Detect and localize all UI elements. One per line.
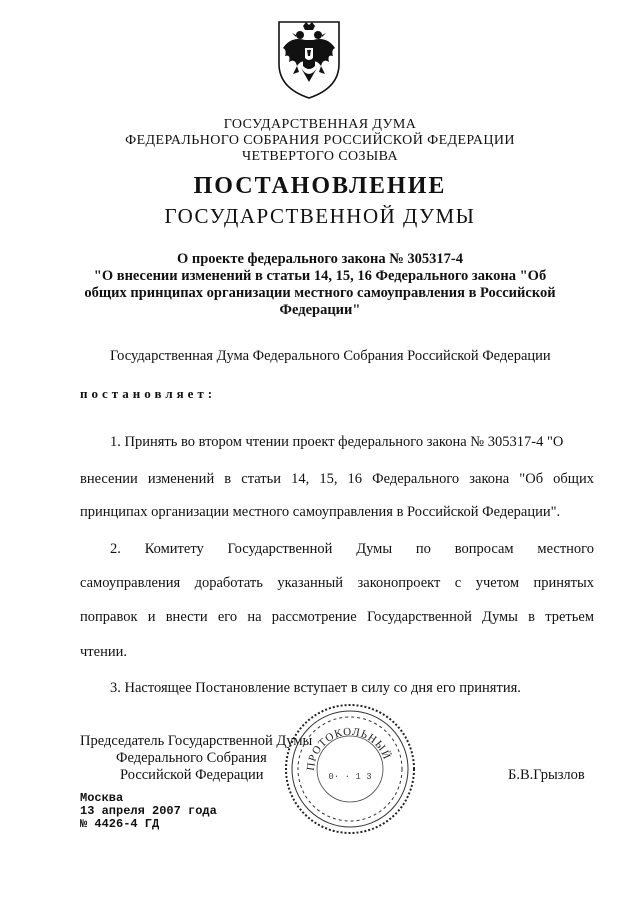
issuer-line-3: ЧЕТВЕРТОГО СОЗЫВА [242,149,398,164]
subject-line-3: общих принципах организации местного самоуправления в Российской [84,285,556,301]
issuer-line-2: ФЕДЕРАЛЬНОГО СОБРАНИЯ РОССИЙСКОЙ ФЕДЕРАЦИИ [125,133,515,148]
item-1-line-2: внесении изменений в статьи 14, 15, 16 Федерального закона "Об общих [80,471,594,487]
signatory-title-line-1: Председатель Государственной Думы [80,733,313,749]
item-2-line-2: самоуправления доработать указанный законопроект с учетом принятых [80,575,594,591]
document-subtitle: ГОСУДАРСТВЕННОЙ ДУМЫ [164,204,476,228]
item-3: 3. Настоящее Постановление вступает в силу со дня его принятия. [110,680,521,696]
subject-line-4: Федерации" [279,302,361,318]
item-2-line-3: поправок и внести его на рассмотрение Государственной Думы в третьем [80,609,594,625]
intro-paragraph: Государственная Дума Федерального Собрания Российской Федерации [110,348,551,364]
issuer-line-1: ГОСУДАРСТВЕННАЯ ДУМА [223,117,417,132]
item-1-line-3: принципах организации местного самоуправления в Российской Федерации". [80,504,561,520]
coat-of-arms-icon [273,18,345,100]
official-seal-icon [282,701,418,837]
signatory-name: Б.В.Грызлов [508,767,585,783]
document-title: ПОСТАНОВЛЕНИЕ [193,173,447,199]
svg-text:0· · 1 3: 0· · 1 3 [328,772,372,782]
signatory-title-line-3: Российской Федерации [120,767,264,783]
item-2-line-4: чтении. [80,644,127,660]
signatory-title-line-2: Федерального Собрания [116,750,267,766]
document-number: № 4426-4 ГД [80,817,160,831]
item-2-line-1: 2. Комитету Государственной Думы по вопросам местного [110,541,594,557]
item-1-line-1: 1. Принять во втором чтении проект федерального закона № 305317-4 "О [110,434,564,450]
svg-text:ПРОТОКОЛЬНЫЙ [305,726,393,772]
date: 13 апреля 2007 года [80,804,217,818]
resolves-keyword: постановляет: [80,386,217,401]
seal-text: ПРОТОКОЛЬНЫЙ [304,725,393,772]
subject-line-2: "О внесении изменений в статьи 14, 15, 16 Федерального закона "Об [93,268,547,284]
subject-line-1: О проекте федерального закона № 305317-4 [176,251,464,267]
place: Москва [80,791,124,805]
